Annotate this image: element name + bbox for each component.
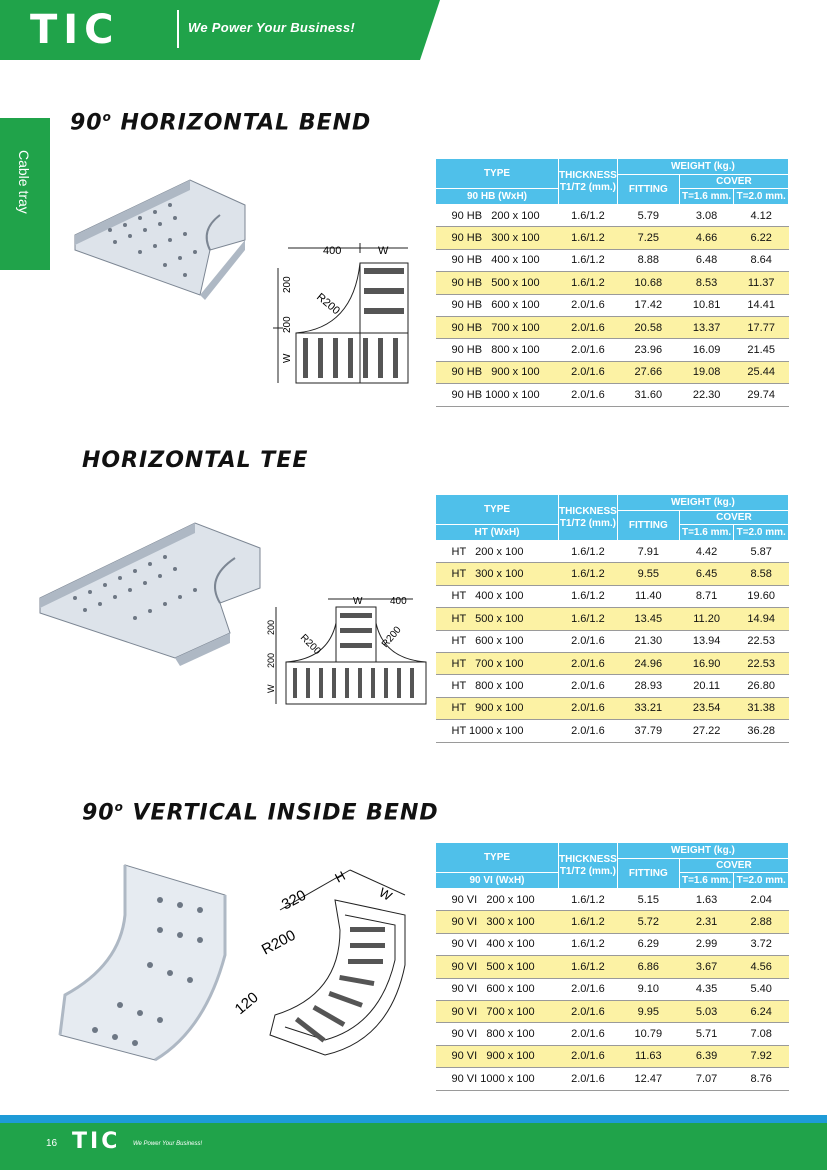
fitting-cell: 27.66 — [617, 361, 679, 383]
cover-t1-cell: 3.67 — [679, 956, 734, 978]
category-side-tab — [0, 118, 50, 270]
dim-width: W — [378, 245, 389, 257]
type-cell: 90 VI 200 x 100 — [436, 889, 559, 911]
page-number: 16 — [46, 1138, 58, 1149]
cover-header: COVER — [679, 175, 788, 189]
type-cell: 90 VI 900 x 100 — [436, 1045, 559, 1067]
header-banner — [0, 0, 440, 60]
type-cell: HT 300 x 100 — [436, 563, 559, 585]
cover-t2-cell: 19.60 — [734, 585, 789, 607]
header-divider — [177, 10, 179, 48]
cover-t1-header: T=1.6 mm. — [679, 189, 734, 205]
section-title-horizontal-tee — [82, 448, 308, 473]
type-cell: HT 600 x 100 — [436, 630, 559, 652]
horizontal-tee-product-image — [35, 518, 265, 668]
type-cell: 90 VI 600 x 100 — [436, 978, 559, 1000]
type-cell: HT 400 x 100 — [436, 585, 559, 607]
dim-side2: 200 — [266, 652, 276, 668]
thickness-cell: 2.0/1.6 — [559, 720, 618, 742]
section-title-vertical-inside-bend — [82, 800, 439, 825]
fitting-cell: 10.79 — [617, 1023, 679, 1045]
table-row — [436, 272, 789, 294]
horizontal-bend-drawing — [268, 238, 418, 388]
thickness-cell: 1.6/1.2 — [559, 205, 618, 227]
cover-t2-cell: 2.04 — [734, 889, 789, 911]
vertical-inside-bend-spec-table — [435, 842, 789, 1091]
thickness-cell: 1.6/1.2 — [559, 889, 618, 911]
cover-t1-cell: 4.35 — [679, 978, 734, 1000]
dim-radius-right: R200 — [379, 624, 404, 650]
cover-t2-cell: 29.74 — [734, 384, 789, 406]
table-row — [436, 720, 789, 742]
type-cell: 90 VI 700 x 100 — [436, 1000, 559, 1022]
type-cell: 90 HB 600 x 100 — [436, 294, 559, 316]
fitting-cell: 8.88 — [617, 249, 679, 271]
spec-table-body — [436, 541, 789, 743]
thickness-cell: 2.0/1.6 — [559, 339, 618, 361]
cover-t1-cell: 6.39 — [679, 1045, 734, 1067]
thickness-cell: 1.6/1.2 — [559, 956, 618, 978]
cover-t1-cell: 7.07 — [679, 1068, 734, 1090]
type-sub-header: 90 HB (WxH) — [436, 189, 559, 205]
cover-t2-cell: 4.12 — [734, 205, 789, 227]
dim-height: H — [332, 867, 348, 886]
thickness-cell: 2.0/1.6 — [559, 1023, 618, 1045]
cover-t1-cell: 10.81 — [679, 294, 734, 316]
table-row — [436, 227, 789, 249]
fitting-cell: 21.30 — [617, 630, 679, 652]
type-cell: 90 HB 500 x 100 — [436, 272, 559, 294]
thickness-cell: 1.6/1.2 — [559, 585, 618, 607]
cover-t2-cell: 2.88 — [734, 911, 789, 933]
thickness-cell: 1.6/1.2 — [559, 933, 618, 955]
cover-t1-cell: 6.45 — [679, 563, 734, 585]
type-sub-header: HT (WxH) — [436, 525, 559, 541]
dim-radius: R200 — [314, 291, 342, 318]
title-main: 90 — [82, 800, 115, 826]
cover-t1-cell: 11.20 — [679, 608, 734, 630]
cover-t1-cell: 13.37 — [679, 316, 734, 338]
table-row — [436, 249, 789, 271]
cover-t2-cell: 25.44 — [734, 361, 789, 383]
cover-t1-cell: 8.71 — [679, 585, 734, 607]
cover-t1-cell: 3.08 — [679, 205, 734, 227]
table-row — [436, 608, 789, 630]
footer-accent-bar — [0, 1115, 827, 1123]
thickness-cell: 2.0/1.6 — [559, 630, 618, 652]
thickness-cell: 2.0/1.6 — [559, 1000, 618, 1022]
horizontal-bend-spec-table — [435, 158, 789, 407]
table-row — [436, 697, 789, 719]
cover-t2-cell: 8.76 — [734, 1068, 789, 1090]
table-row — [436, 1068, 789, 1090]
cover-t2-cell: 7.92 — [734, 1045, 789, 1067]
section-title-horizontal-bend — [70, 110, 371, 135]
thickness-cell: 2.0/1.6 — [559, 316, 618, 338]
cover-t2-cell: 8.64 — [734, 249, 789, 271]
cover-t2-cell: 5.40 — [734, 978, 789, 1000]
fitting-cell: 5.79 — [617, 205, 679, 227]
table-row — [436, 956, 789, 978]
thickness-cell: 1.6/1.2 — [559, 541, 618, 563]
thickness-header: THICKNESS T1/T2 (mm.) — [559, 843, 618, 889]
cover-t1-header: T=1.6 mm. — [679, 525, 734, 541]
type-cell: 90 VI 300 x 100 — [436, 911, 559, 933]
fitting-cell: 24.96 — [617, 652, 679, 674]
fitting-cell: 5.72 — [617, 911, 679, 933]
cover-t1-cell: 2.99 — [679, 933, 734, 955]
thickness-cell: 2.0/1.6 — [559, 675, 618, 697]
cover-t1-cell: 20.11 — [679, 675, 734, 697]
thickness-cell: 1.6/1.2 — [559, 227, 618, 249]
footer-logo: TIC — [72, 1129, 121, 1154]
cover-t1-cell: 1.63 — [679, 889, 734, 911]
fitting-cell: 11.63 — [617, 1045, 679, 1067]
cover-t2-cell: 6.24 — [734, 1000, 789, 1022]
table-row — [436, 675, 789, 697]
cover-t1-cell: 5.03 — [679, 1000, 734, 1022]
table-row — [436, 1045, 789, 1067]
dim-radius: R200 — [258, 926, 299, 959]
thickness-header: THICKNESS T1/T2 (mm.) — [559, 159, 618, 205]
cover-t2-cell: 14.94 — [734, 608, 789, 630]
thickness-cell: 2.0/1.6 — [559, 294, 618, 316]
type-cell: HT 900 x 100 — [436, 697, 559, 719]
table-row — [436, 205, 789, 227]
type-cell: 90 VI 400 x 100 — [436, 933, 559, 955]
dim-side2: 200 — [282, 316, 293, 333]
footer-tagline: We Power Your Business! — [133, 1141, 203, 1147]
cover-t1-cell: 23.54 — [679, 697, 734, 719]
thickness-cell: 2.0/1.6 — [559, 384, 618, 406]
fitting-cell: 10.68 — [617, 272, 679, 294]
table-row — [436, 316, 789, 338]
cover-t1-cell: 5.71 — [679, 1023, 734, 1045]
table-row — [436, 541, 789, 563]
thickness-cell: 1.6/1.2 — [559, 563, 618, 585]
title-sup: o — [114, 800, 124, 814]
dim-side3: W — [282, 353, 293, 363]
table-row — [436, 1023, 789, 1045]
type-header: TYPE — [436, 843, 559, 873]
type-cell: HT 700 x 100 — [436, 652, 559, 674]
spec-table-body — [436, 205, 789, 407]
vertical-inside-bend-drawing — [230, 855, 415, 1065]
type-cell: 90 HB 900 x 100 — [436, 361, 559, 383]
fitting-cell: 13.45 — [617, 608, 679, 630]
weight-header: WEIGHT (kg.) — [617, 495, 788, 511]
thickness-cell: 1.6/1.2 — [559, 272, 618, 294]
cover-header: COVER — [679, 859, 788, 873]
type-cell: 90 HB 200 x 100 — [436, 205, 559, 227]
cover-t2-cell: 14.41 — [734, 294, 789, 316]
horizontal-bend-product-image — [70, 170, 255, 305]
cover-t1-cell: 2.31 — [679, 911, 734, 933]
weight-header: WEIGHT (kg.) — [617, 843, 788, 859]
type-cell: 90 HB 300 x 100 — [436, 227, 559, 249]
fitting-cell: 28.93 — [617, 675, 679, 697]
cover-t2-header: T=2.0 mm. — [734, 873, 789, 889]
type-header: TYPE — [436, 495, 559, 525]
table-row — [436, 361, 789, 383]
vertical-inside-bend-product-image — [55, 855, 235, 1065]
cover-t2-header: T=2.0 mm. — [734, 525, 789, 541]
weight-header: WEIGHT (kg.) — [617, 159, 788, 175]
cover-t1-cell: 16.90 — [679, 652, 734, 674]
table-row — [436, 339, 789, 361]
table-row — [436, 652, 789, 674]
title-rest: VERTICAL INSIDE BEND — [123, 800, 439, 826]
thickness-cell: 2.0/1.6 — [559, 652, 618, 674]
cover-t2-cell: 11.37 — [734, 272, 789, 294]
table-row — [436, 978, 789, 1000]
dim-side3: W — [266, 684, 276, 693]
dim-side1: 200 — [282, 276, 293, 293]
type-cell: HT 200 x 100 — [436, 541, 559, 563]
cover-t2-cell: 7.08 — [734, 1023, 789, 1045]
cover-t1-cell: 22.30 — [679, 384, 734, 406]
table-row — [436, 384, 789, 406]
cover-header: COVER — [679, 511, 788, 525]
fitting-cell: 7.91 — [617, 541, 679, 563]
thickness-cell: 2.0/1.6 — [559, 361, 618, 383]
cover-t2-cell: 22.53 — [734, 652, 789, 674]
thickness-cell: 2.0/1.6 — [559, 1045, 618, 1067]
cover-t1-cell: 8.53 — [679, 272, 734, 294]
thickness-cell: 2.0/1.6 — [559, 978, 618, 1000]
cover-t2-cell: 31.38 — [734, 697, 789, 719]
fitting-cell: 31.60 — [617, 384, 679, 406]
cover-t2-cell: 5.87 — [734, 541, 789, 563]
cover-t2-cell: 4.56 — [734, 956, 789, 978]
table-row — [436, 563, 789, 585]
dim-radius-left: R200 — [297, 632, 323, 658]
thickness-header: THICKNESS T1/T2 (mm.) — [559, 495, 618, 541]
horizontal-tee-drawing — [268, 593, 428, 708]
cover-t2-cell: 22.53 — [734, 630, 789, 652]
fitting-cell: 9.55 — [617, 563, 679, 585]
thickness-cell: 1.6/1.2 — [559, 911, 618, 933]
dim-side1: 200 — [266, 619, 276, 635]
cover-t2-cell: 17.77 — [734, 316, 789, 338]
header-tagline: We Power Your Business! — [188, 20, 356, 35]
type-cell: 90 HB 400 x 100 — [436, 249, 559, 271]
title-rest: HORIZONTAL BEND — [111, 110, 372, 136]
type-sub-header: 90 VI (WxH) — [436, 873, 559, 889]
fitting-cell: 9.10 — [617, 978, 679, 1000]
type-cell: 90 HB 1000 x 100 — [436, 384, 559, 406]
fitting-header: FITTING — [617, 511, 679, 541]
type-cell: 90 HB 700 x 100 — [436, 316, 559, 338]
table-row — [436, 911, 789, 933]
thickness-cell: 1.6/1.2 — [559, 608, 618, 630]
footer — [0, 1123, 827, 1170]
fitting-cell: 33.21 — [617, 697, 679, 719]
fitting-cell: 12.47 — [617, 1068, 679, 1090]
dim-side: 120 — [231, 988, 262, 1019]
dim-length: 320 — [278, 886, 309, 914]
dim-width: W — [376, 884, 395, 904]
cover-t1-cell: 19.08 — [679, 361, 734, 383]
cover-t1-header: T=1.6 mm. — [679, 873, 734, 889]
table-row — [436, 933, 789, 955]
cover-t2-cell: 36.28 — [734, 720, 789, 742]
table-row — [436, 294, 789, 316]
type-cell: 90 VI 1000 x 100 — [436, 1068, 559, 1090]
brand-logo: TIC — [30, 7, 120, 53]
title-sup: o — [102, 110, 112, 124]
table-row — [436, 585, 789, 607]
cover-t1-cell: 4.66 — [679, 227, 734, 249]
cover-t1-cell: 16.09 — [679, 339, 734, 361]
type-cell: 90 VI 500 x 100 — [436, 956, 559, 978]
thickness-cell: 2.0/1.6 — [559, 1068, 618, 1090]
type-cell: 90 VI 800 x 100 — [436, 1023, 559, 1045]
dim-length: 400 — [323, 245, 342, 257]
cover-t2-header: T=2.0 mm. — [734, 189, 789, 205]
type-cell: HT 1000 x 100 — [436, 720, 559, 742]
spec-table-body — [436, 889, 789, 1091]
fitting-cell: 5.15 — [617, 889, 679, 911]
cover-t1-cell: 6.48 — [679, 249, 734, 271]
fitting-cell: 7.25 — [617, 227, 679, 249]
cover-t1-cell: 4.42 — [679, 541, 734, 563]
table-row — [436, 889, 789, 911]
horizontal-tee-spec-table — [435, 494, 789, 743]
cover-t2-cell: 21.45 — [734, 339, 789, 361]
fitting-cell: 20.58 — [617, 316, 679, 338]
cover-t2-cell: 26.80 — [734, 675, 789, 697]
fitting-header: FITTING — [617, 859, 679, 889]
cover-t2-cell: 8.58 — [734, 563, 789, 585]
dim-length: 400 — [390, 596, 407, 607]
type-header: TYPE — [436, 159, 559, 189]
cover-t2-cell: 6.22 — [734, 227, 789, 249]
dim-width: W — [353, 596, 363, 607]
cover-t1-cell: 13.94 — [679, 630, 734, 652]
fitting-cell: 6.29 — [617, 933, 679, 955]
fitting-cell: 11.40 — [617, 585, 679, 607]
side-tab-label: Cable tray — [16, 150, 32, 214]
type-cell: 90 HB 800 x 100 — [436, 339, 559, 361]
type-cell: HT 500 x 100 — [436, 608, 559, 630]
thickness-cell: 1.6/1.2 — [559, 249, 618, 271]
table-row — [436, 1000, 789, 1022]
table-row — [436, 630, 789, 652]
fitting-header: FITTING — [617, 175, 679, 205]
fitting-cell: 17.42 — [617, 294, 679, 316]
fitting-cell: 23.96 — [617, 339, 679, 361]
fitting-cell: 6.86 — [617, 956, 679, 978]
title-main: 90 — [70, 110, 103, 136]
cover-t1-cell: 27.22 — [679, 720, 734, 742]
thickness-cell: 2.0/1.6 — [559, 697, 618, 719]
cover-t2-cell: 3.72 — [734, 933, 789, 955]
type-cell: HT 800 x 100 — [436, 675, 559, 697]
title-main: HORIZONTAL TEE — [82, 448, 309, 473]
fitting-cell: 37.79 — [617, 720, 679, 742]
fitting-cell: 9.95 — [617, 1000, 679, 1022]
